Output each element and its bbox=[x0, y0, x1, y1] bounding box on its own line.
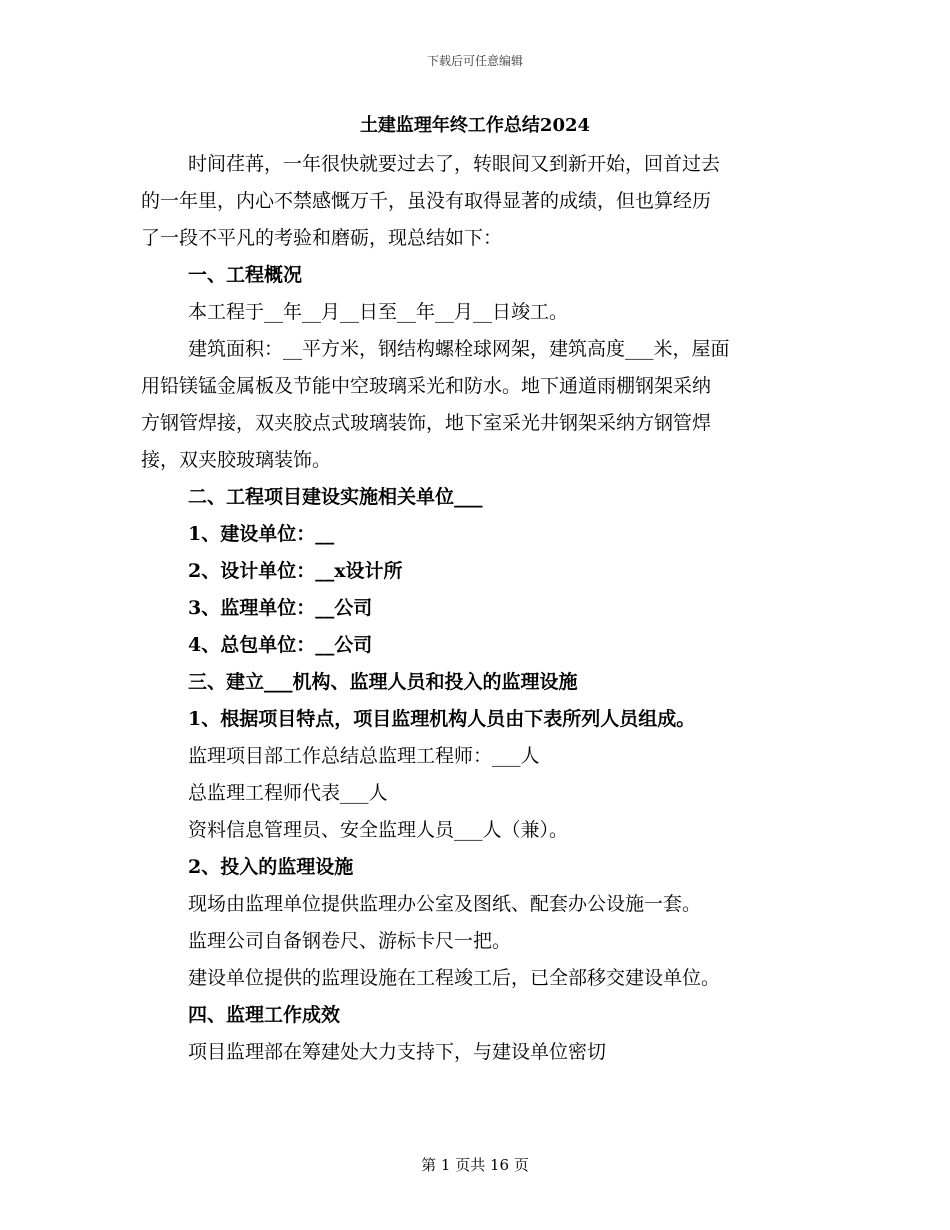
facility-line-2: 监理公司自备钢卷尺、游标卡尺一把。 bbox=[188, 930, 512, 952]
document-title: 土建监理年终工作总结2024 bbox=[359, 115, 591, 136]
section-2-item-1: 1、建设单位：__ bbox=[188, 523, 335, 545]
intro-line-3: 了一段不平凡的考验和磨砺，现总结如下： bbox=[141, 227, 503, 249]
section-4-paragraph-1: 项目监理部在筹建处大力支持下，与建设单位密切 bbox=[188, 1041, 607, 1063]
document-body bbox=[141, 146, 809, 1071]
intro-line-2: 的一年里，内心不禁感慨万千，虽没有取得显著的成绩，但也算经历 bbox=[141, 190, 712, 212]
section-2-item-3: 3、监理单位：__公司 bbox=[188, 597, 373, 619]
section-1-paragraph-2-line-3: 方钢管焊接，双夹胶点式玻璃装饰，地下室采光井钢架采纳方钢管焊 bbox=[141, 412, 712, 434]
page-header-note: 下载后可任意编辑 bbox=[426, 54, 523, 68]
section-1-paragraph-2-line-4: 接，双夹胶玻璃装饰。 bbox=[141, 449, 332, 471]
staff-line-1: 监理项目部工作总结总监理工程师：___人 bbox=[188, 745, 540, 767]
section-1-paragraph-2-line-1: 建筑面积：__平方米，钢结构螺栓球网架，建筑高度___米，屋面 bbox=[188, 338, 730, 360]
section-4-heading: 四、监理工作成效 bbox=[188, 1004, 341, 1026]
section-1-paragraph-2-line-2: 用铅镁锰金属板及节能中空玻璃采光和防水。地下通道雨棚钢架采纳 bbox=[141, 375, 712, 397]
staff-line-3: 资料信息管理员、安全监理人员___人（兼）。 bbox=[188, 819, 569, 841]
section-3-subheading-2: 2、投入的监理设施 bbox=[188, 856, 354, 878]
section-2-heading: 二、工程项目建设实施相关单位___ bbox=[188, 486, 483, 508]
section-3-heading: 三、建立___机构、监理人员和投入的监理设施 bbox=[188, 671, 578, 693]
staff-line-2: 总监理工程师代表___人 bbox=[188, 782, 388, 804]
page-number: 第 1 页共 16 页 bbox=[421, 1156, 529, 1174]
intro-line-1: 时间荏苒，一年很快就要过去了，转眼间又到新开始，回首过去 bbox=[188, 153, 721, 175]
section-1-paragraph-1: 本工程于__年__月__日至__年__月__日竣工。 bbox=[188, 301, 569, 323]
facility-line-1: 现场由监理单位提供监理办公室及图纸、配套办公设施一套。 bbox=[188, 893, 702, 915]
section-2-item-2: 2、设计单位：__x设计所 bbox=[188, 560, 403, 582]
section-3-subheading-1: 1、根据项目特点，项目监理机构人员由下表所列人员组成。 bbox=[188, 708, 696, 730]
facility-line-3: 建设单位提供的监理设施在工程竣工后，已全部移交建设单位。 bbox=[188, 967, 721, 989]
section-2-item-4: 4、总包单位：__公司 bbox=[188, 634, 373, 656]
section-1-heading: 一、工程概况 bbox=[188, 264, 303, 286]
